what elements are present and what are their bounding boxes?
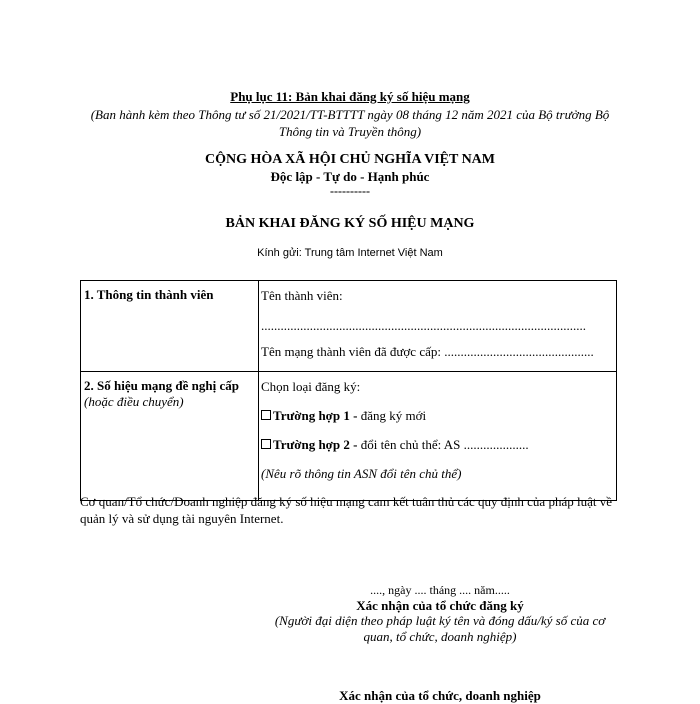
asn-note: (Nêu rõ thông tin ASN đổi tên chủ thể) bbox=[261, 466, 462, 481]
network-name-field[interactable]: Tên mạng thành viên đã được cấp: .............................................. bbox=[261, 344, 594, 359]
date-line: ...., ngày .... tháng .... năm..... bbox=[370, 583, 510, 597]
member-name-label: Tên thành viên: bbox=[261, 288, 343, 303]
case2-checkbox[interactable] bbox=[261, 439, 271, 449]
confirm-note: (Người đại diện theo pháp luật ký tên và đóng dấu/ký số của cơ quan, tổ chức, doanh nghiệp) bbox=[274, 613, 606, 644]
member-name-blank[interactable]: .................................................................................................... bbox=[261, 318, 586, 333]
registration-info-table bbox=[80, 280, 617, 501]
choose-type-label: Chọn loại đăng ký: bbox=[261, 379, 361, 394]
annex-subtitle: (Ban hành kèm theo Thông tư số 21/2021/TT-BTTTT ngày 08 tháng 12 năm 2021 của Bộ trưởng Bộ Thông tin và Truyền thông) bbox=[90, 107, 610, 139]
divider: ---------- bbox=[330, 184, 370, 198]
form-title: BẢN KHAI ĐĂNG KÝ SỐ HIỆU MẠNG bbox=[225, 216, 475, 231]
asn-request-label-note: (hoặc điều chuyển) bbox=[84, 394, 184, 409]
case1-option[interactable] bbox=[261, 407, 616, 436]
nation-name: CỘNG HÒA XÃ HỘI CHỦ NGHĨA VIỆT NAM bbox=[204, 152, 495, 167]
motto: Độc lập - Tự do - Hạnh phúc bbox=[270, 169, 430, 184]
bottom-heading: Xác nhận của tổ chức, doanh nghiệp bbox=[339, 688, 541, 703]
case1-desc: đăng ký mới bbox=[357, 408, 427, 423]
annex-title: Phụ lục 11: Bản khai đăng ký số hiệu mạng bbox=[230, 89, 470, 104]
confirm-heading: Xác nhận của tổ chức đăng ký bbox=[356, 598, 524, 613]
case2-option[interactable] bbox=[261, 436, 616, 465]
recipient-line: Kính gửi: Trung tâm Internet Việt Nam bbox=[257, 247, 443, 259]
member-info-label-cell bbox=[81, 281, 259, 372]
case2-title: Trường hợp 2 - bbox=[273, 437, 358, 452]
table-row-asn-request bbox=[81, 372, 617, 501]
commitment-text: Cơ quan/Tổ chức/Doanh nghiệp đăng ký số hiệu mạng cam kết tuân thủ các quy định của pháp luật về quản lý và sử dụng tài nguyên Internet. bbox=[80, 494, 612, 526]
member-info-value-cell bbox=[259, 281, 617, 372]
table-row-member-info bbox=[81, 281, 617, 372]
asn-request-label-cell bbox=[81, 372, 259, 501]
case1-checkbox[interactable] bbox=[261, 410, 271, 420]
member-info-label: 1. Thông tin thành viên bbox=[84, 287, 214, 302]
case2-desc: đổi tên chủ thể: AS .................... bbox=[357, 437, 529, 452]
asn-request-value-cell bbox=[259, 372, 617, 501]
case1-title: Trường hợp 1 - bbox=[273, 408, 358, 423]
asn-request-label: 2. Số hiệu mạng đề nghị cấp bbox=[84, 378, 239, 393]
